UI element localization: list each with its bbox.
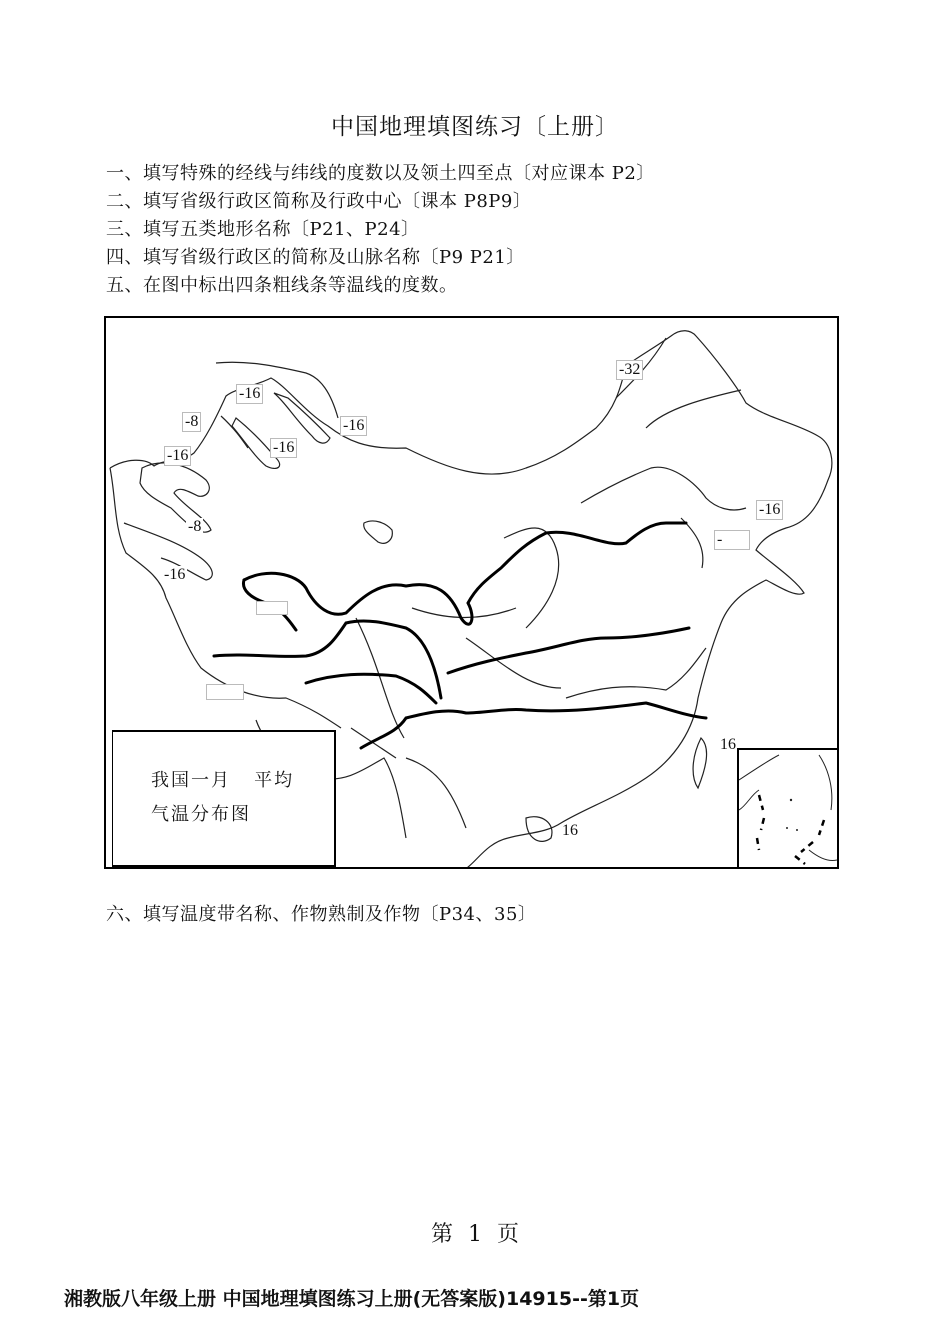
instruction-item: 四、填写省级行政区的简称及山脉名称〔P9 P21〕 [106,247,525,268]
inset-drawing [739,750,837,867]
blank-label-box [256,601,288,615]
isotherm-label: -32 [616,360,643,380]
isotherm-label: 16 [720,736,736,753]
instruction-item: 二、填写省级行政区简称及行政中心〔课本 P8P9〕 [106,191,532,212]
instruction-item: 一、填写特殊的经线与纬线的度数以及领土四至点〔对应课本 P2〕 [106,163,655,184]
page-number: 第 1 页 [431,1222,519,1247]
isotherm-label: -16 [236,384,263,404]
isotherm-lines [214,523,706,748]
legend-title-line2: 气温分布图 [151,804,251,825]
isotherm-label: - [714,530,750,550]
china-temperature-map [104,316,839,869]
isotherm-label: -16 [340,416,367,436]
south-china-sea-inset [737,748,839,869]
map-legend-box [112,730,336,867]
isotherm-label: -16 [270,438,297,458]
instruction-item: 五、在图中标出四条粗线条等温线的度数。 [106,275,458,296]
section-six-instruction: 六、填写温度带名称、作物熟制及作物〔P34、35〕 [106,904,537,925]
isotherm-label: -16 [164,566,186,583]
isotherm-label: -8 [188,518,202,535]
instruction-item: 三、填写五类地形名称〔P21、P24〕 [106,219,420,240]
blank-label-box [206,684,244,700]
isotherm-label: -16 [164,446,191,466]
document-footer: 湘教版八年级上册 中国地理填图练习上册(无答案版)14915--第1页 [64,1288,640,1310]
legend-title-line1: 我国一月 平均 [151,770,295,791]
isotherm-label: -8 [182,412,201,432]
isotherm-label: -16 [756,500,783,520]
isotherm-label: 16 [562,822,578,839]
page-title: 中国地理填图练习〔上册〕 [331,114,619,140]
instruction-list [106,160,655,300]
